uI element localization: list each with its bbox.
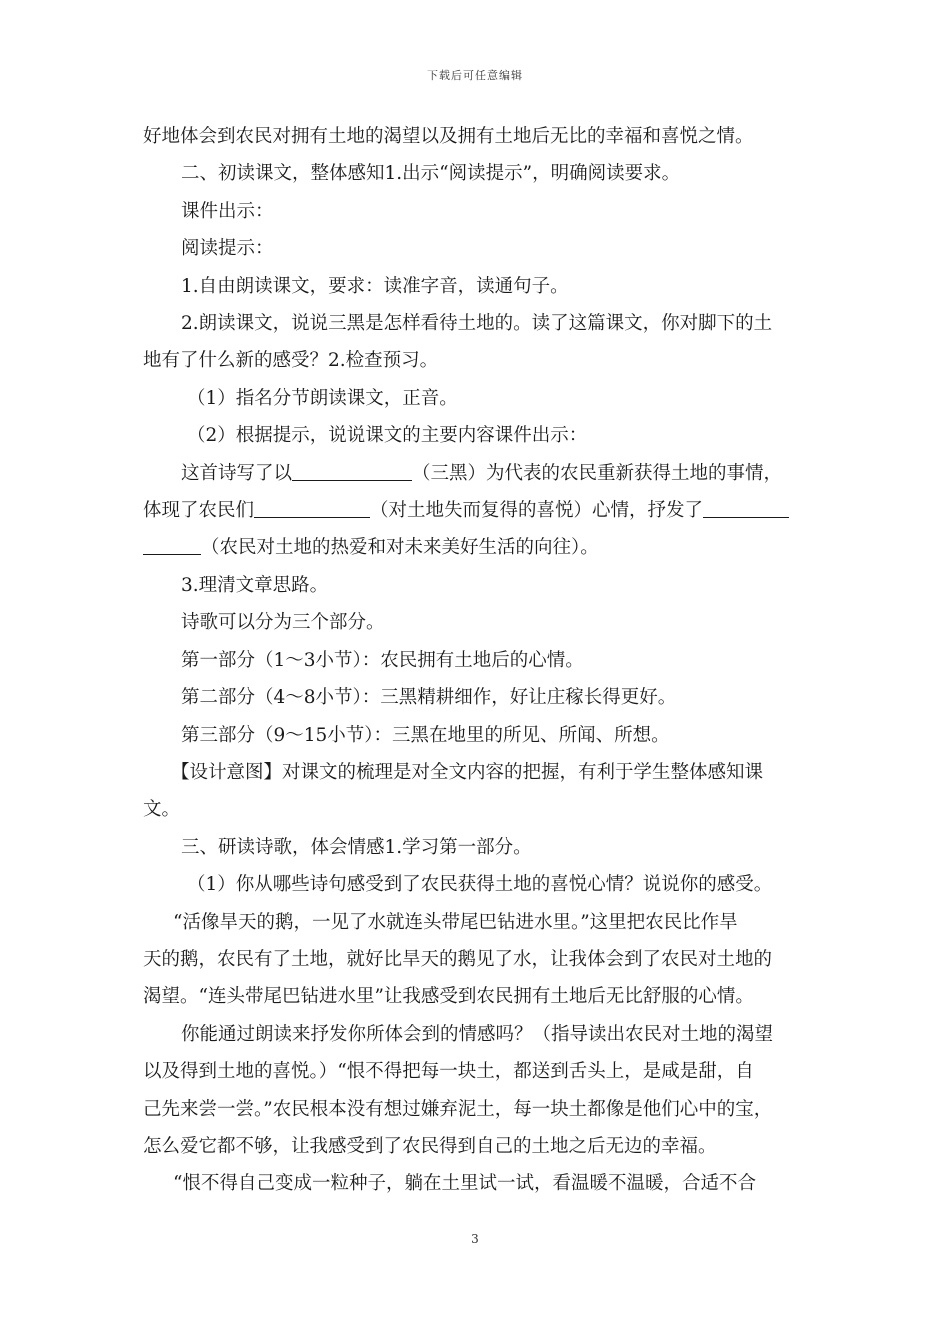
blank-prefix: 体现了农民们 [143,500,255,522]
paragraph-line: 课件出示： [181,200,274,222]
paragraph-line: 第三部分（9～15小节）：三黑在地里的所见、所闻、所想。 [181,724,670,746]
blank-underline [292,462,412,481]
paragraph-line: “恨不得自己变成一粒种子，躺在土里试一试，看温暖不温暖，合适不合 [173,1173,756,1195]
list-item: （1）指名分节朗读课文，正音。 [187,387,458,409]
paragraph-line: 你能通过朗读来抒发你所体会到的情感吗？（指导读出农民对土地的渴望 [181,1023,774,1045]
paragraph-line: 诗歌可以分为三个部分。 [181,612,385,634]
paragraph-line: 以及得到土地的喜悦。）“恨不得把每一块土，都送到舌头上，是咸是甜，自 [143,1061,754,1083]
blank-prefix: 这首诗写了以 [181,462,293,484]
blank-underline [254,499,370,518]
list-item: （2）根据提示，说说课文的主要内容课件出示： [187,425,588,447]
list-item: 3.理清文章思路。 [181,574,329,596]
paragraph-line: 己先来尝一尝。”农民根本没有想过嫌弃泥土，每一块土都像是他们心中的宝， [143,1098,773,1120]
paragraph-line: 第一部分（1～3小节）：农民拥有土地后的心情。 [181,649,584,671]
paragraph-line: 阅读提示： [181,238,274,260]
blank-underline [703,499,789,518]
document-body [143,118,809,1203]
fill-blank-line [143,455,809,492]
blank-suffix: （对土地失而复得的喜悦）心情，抒发了 [370,500,704,522]
paragraph-line: 好地体会到农民对拥有土地的渴望以及拥有土地后无比的幸福和喜悦之情。 [143,126,754,147]
paragraph-line: 渴望。“连头带尾巴钻进水里”让我感受到农民拥有土地后无比舒服的心情。 [143,986,754,1008]
list-item: 1.自由朗读课文，要求：读准字音，读通句子。 [181,275,569,297]
section-heading: 二、初读课文，整体感知1.出示“阅读提示”，明确阅读要求。 [181,163,681,185]
paragraph-line: 第二部分（4～8小节）：三黑精耕细作，好让庄稼长得更好。 [181,687,677,709]
blank-suffix: （农民对土地的热爱和对未来美好生活的向往）。 [201,537,599,559]
paragraph-line: 怎么爱它都不够，让我感受到了农民得到自己的土地之后无边的幸福。 [143,1135,717,1157]
blank-suffix: （三黑）为代表的农民重新获得土地的事情， [412,462,783,484]
fill-blank-line [143,492,809,529]
list-item: 2.朗读课文，说说三黑是怎样看待土地的。读了这篇课文，你对脚下的土 [181,313,773,335]
page-header: 下载后可任意编辑 [427,69,523,82]
list-item: （1）你从哪些诗句感受到了农民获得土地的喜悦心情？说说你的感受。 [187,874,773,896]
blank-underline [143,536,201,555]
section-heading: 三、研读诗歌，体会情感1.学习第一部分。 [181,836,532,858]
paragraph-line: 天的鹅，农民有了土地，就好比旱天的鹅见了水，让我体会到了农民对土地的 [143,948,773,970]
paragraph-line: “活像旱天的鹅，一见了水就连头带尾巴钻进水里。”这里把农民比作旱 [173,911,738,933]
page-number: 3 [471,1232,479,1246]
paragraph-line: 地有了什么新的感受？2.检查预习。 [143,350,439,372]
paragraph-line: 文。 [143,799,181,821]
design-intent: 【设计意图】对课文的梳理是对全文内容的把握，有利于学生整体感知课 [171,761,764,783]
fill-blank-line [143,529,809,566]
